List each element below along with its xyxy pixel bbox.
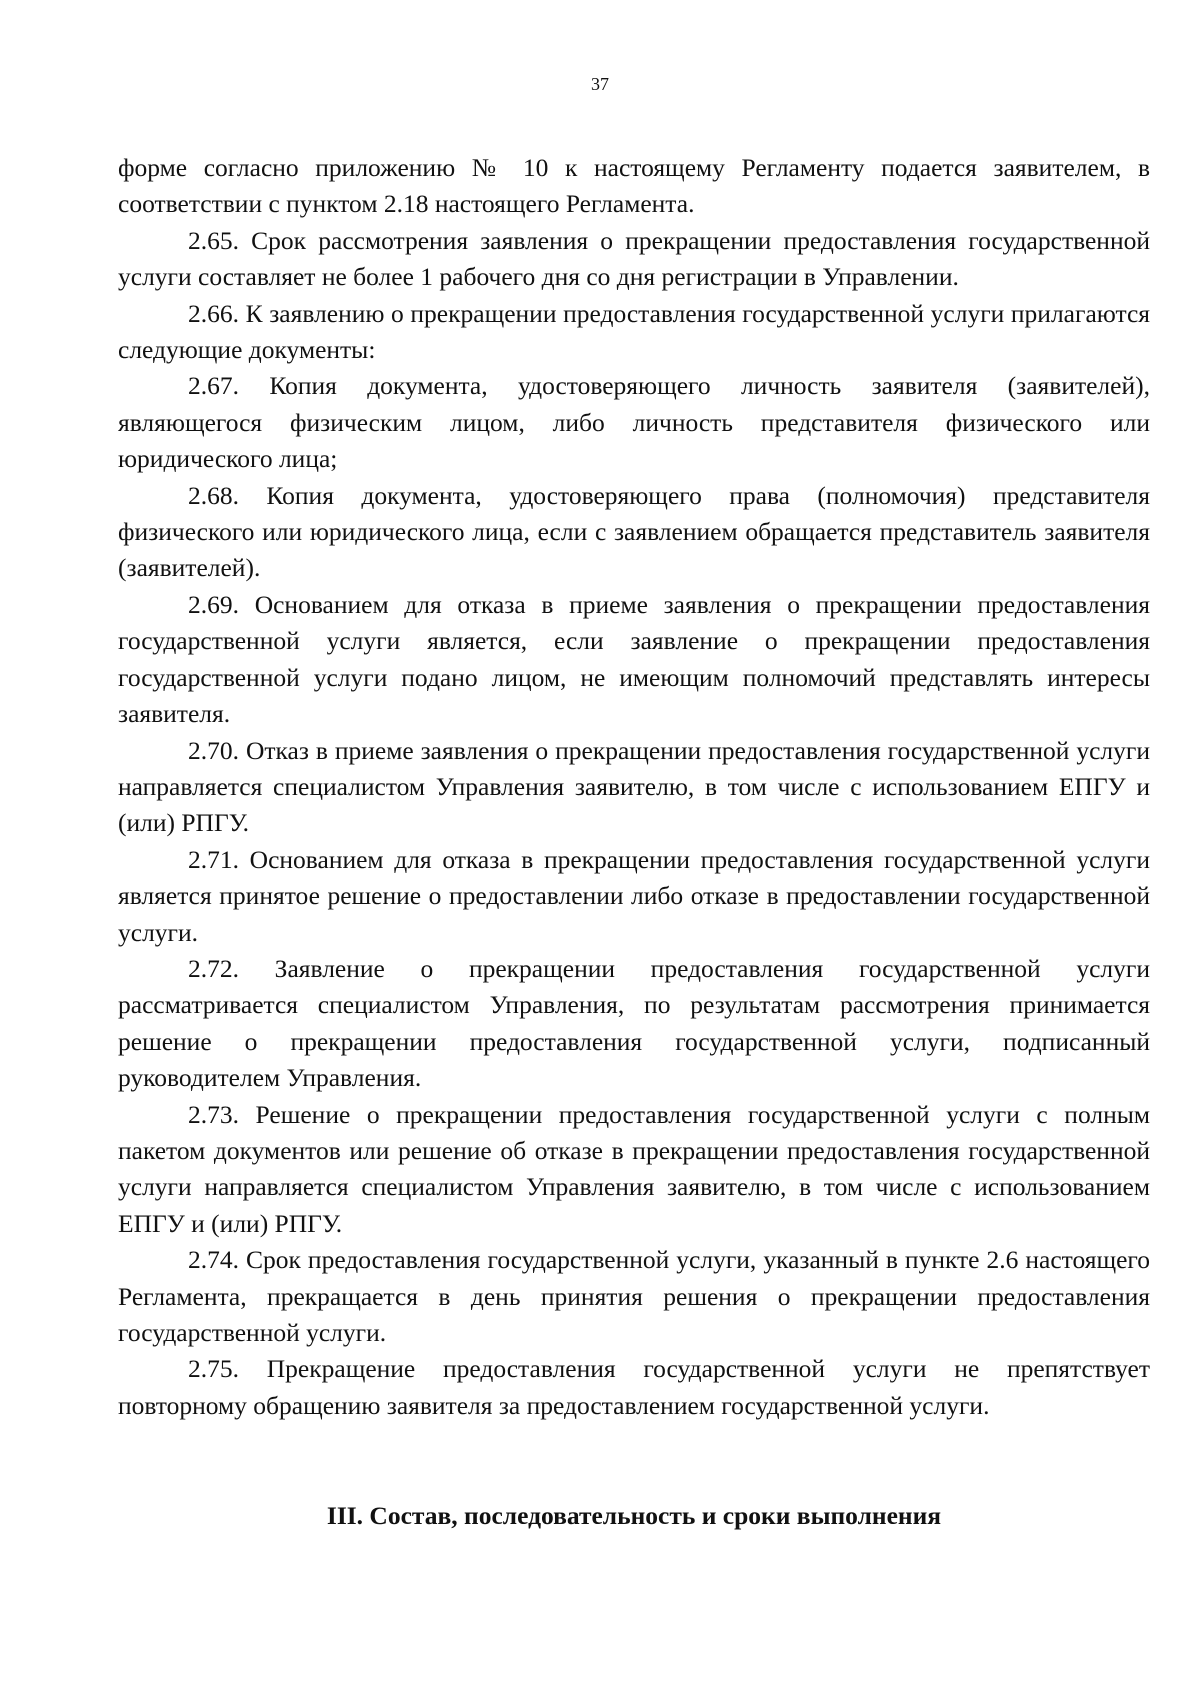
paragraph-2-67: 2.67. Копия документа, удостоверяющего личность заявителя (заявителей), являющегося физическим лицом, либо личность представителя физического или юридического лица; [118, 371, 1150, 474]
paragraph-2-74: 2.74. Срок предоставления государственной услуги, указанный в пункте 2.6 настоящего Регламента, прекращается в день принятия решения о прекращении предоставления государственной услуги. [118, 1245, 1150, 1347]
paragraph-2-66: 2.66. К заявлению о прекращении предоставления государственной услуги прилагаются следующие документы: [118, 298, 1150, 365]
paragraph-2-65: 2.65. Срок рассмотрения заявления о прекращении предоставления государственной услуги составляет не более 1 рабочего дня со дня регистрации в Управлении. [118, 225, 1150, 292]
paragraph-continuation: форме согласно приложению № 10 к настоящему Регламенту подается заявителем, в соответствии с пунктом 2.18 настоящего Регламента. [118, 153, 1150, 219]
page-number: 37 [591, 74, 609, 94]
paragraph-2-70: 2.70. Отказ в приеме заявления о прекращении предоставления государственной услуги направляется специалистом Управления заявителю, в том числе с использованием ЕПГУ и (или) РПГУ. [118, 735, 1150, 838]
paragraph-2-68: 2.68. Копия документа, удостоверяющего права (полномочия) представителя физического или юридического лица, если с заявлением обращается представитель заявителя (заявителей). [118, 480, 1150, 583]
paragraph-2-69: 2.69. Основанием для отказа в приеме заявления о прекращении предоставления государственной услуги является, если заявление о прекращении предоставления государственной услуги подано лицом, не имеющим полномочий представлять интересы заявителя. [118, 589, 1150, 729]
paragraph-2-71: 2.71. Основанием для отказа в прекращении предоставления государственной услуги является принятое решение о предоставлении либо отказе в предоставлении государственной услуги. [118, 844, 1150, 947]
paragraph-2-72: 2.72. Заявление о прекращении предоставления государственной услуги рассматривается специалистом Управления, по результатам рассмотрения принимается решение о прекращении предоставления государственной услуги, подписанный руководителем Управления. [118, 953, 1150, 1093]
document-body [118, 150, 1150, 1424]
section-heading: III. Состав, последовательность и сроки выполнения [326, 1501, 942, 1530]
paragraph-2-73: 2.73. Решение о прекращении предоставления государственной услуги с полным пакетом документов или решение об отказе в прекращении предоставления государственной услуги направляется специалистом Управления заявителю, в том числе с использованием ЕПГУ и (или) РПГУ. [118, 1099, 1150, 1238]
paragraph-2-75: 2.75. Прекращение предоставления государственной услуги не препятствует повторному обращению заявителя за предоставлением государственной услуги. [118, 1354, 1150, 1420]
